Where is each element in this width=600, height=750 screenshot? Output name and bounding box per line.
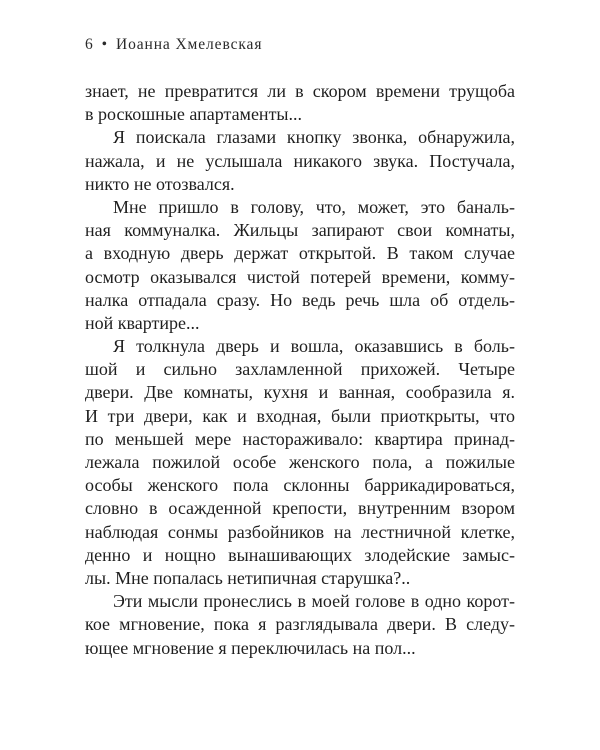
text-line: особы женского пола склонны баррикадироваться,	[85, 475, 515, 496]
paragraph	[85, 335, 515, 590]
paragraph	[85, 590, 515, 660]
author-name: Иоанна Хмелевская	[115, 36, 263, 53]
text-line: ной квартире...	[85, 312, 200, 333]
text-line: в роскошные апартаменты...	[85, 104, 303, 125]
paragraph	[85, 126, 515, 196]
text-line: ющее мгновение я переключилась на пол...	[85, 637, 416, 658]
running-header	[85, 36, 262, 54]
text-line: никто не отозвался.	[85, 173, 235, 194]
text-line: наблюдая сонмы разбойников на лестничной клетке,	[85, 521, 515, 542]
text-line: налка отпадала сразу. Но ведь речь шла об отдель-	[85, 289, 515, 310]
text-line: а входную дверь держат открытой. В таком случае	[85, 243, 515, 264]
header-separator: •	[101, 36, 108, 53]
text-line: Я поискала глазами кнопку звонка, обнаружила,	[113, 127, 515, 148]
text-line: двери. Две комнаты, кухня и ванная, сообразила я.	[85, 382, 515, 403]
text-line: знает, не превратится ли в скором времени трущоба	[85, 81, 515, 101]
body-text	[85, 80, 515, 660]
text-line: кое мгновение, пока я разглядывала двери. В следу-	[85, 614, 515, 635]
page-number: 6	[85, 36, 94, 53]
text-line: лы. Мне попалась нетипичная старушка?..	[85, 567, 411, 588]
text-line: словно в осажденной крепости, внутренним взором	[85, 498, 515, 519]
text-line: осмотр оказывался чистой потерей времени, комму-	[85, 266, 515, 287]
paragraph	[85, 80, 515, 126]
text-line: И три двери, как и входная, были приоткрыты, что	[85, 405, 515, 426]
text-line: по меньшей мере настораживало: квартира принад-	[85, 428, 515, 449]
paragraph	[85, 196, 515, 335]
text-line: нажала, и не услышала никакого звука. Постучала,	[85, 150, 515, 171]
text-line: Мне пришло в голову, что, может, это баналь-	[113, 196, 515, 217]
text-line: ная коммуналка. Жильцы запирают свои комнаты,	[85, 220, 515, 241]
text-line: Эти мысли пронеслись в моей голове в одно корот-	[113, 591, 515, 612]
text-line: денно и нощно вынашивающих злодейские замыс-	[85, 544, 515, 565]
text-line: лежала пожилой особе женского пола, а пожилые	[85, 452, 515, 472]
text-line: шой и сильно захламленной прихожей. Четыре	[85, 359, 515, 380]
text-line: Я толкнула дверь и вошла, оказавшись в боль-	[113, 336, 515, 357]
